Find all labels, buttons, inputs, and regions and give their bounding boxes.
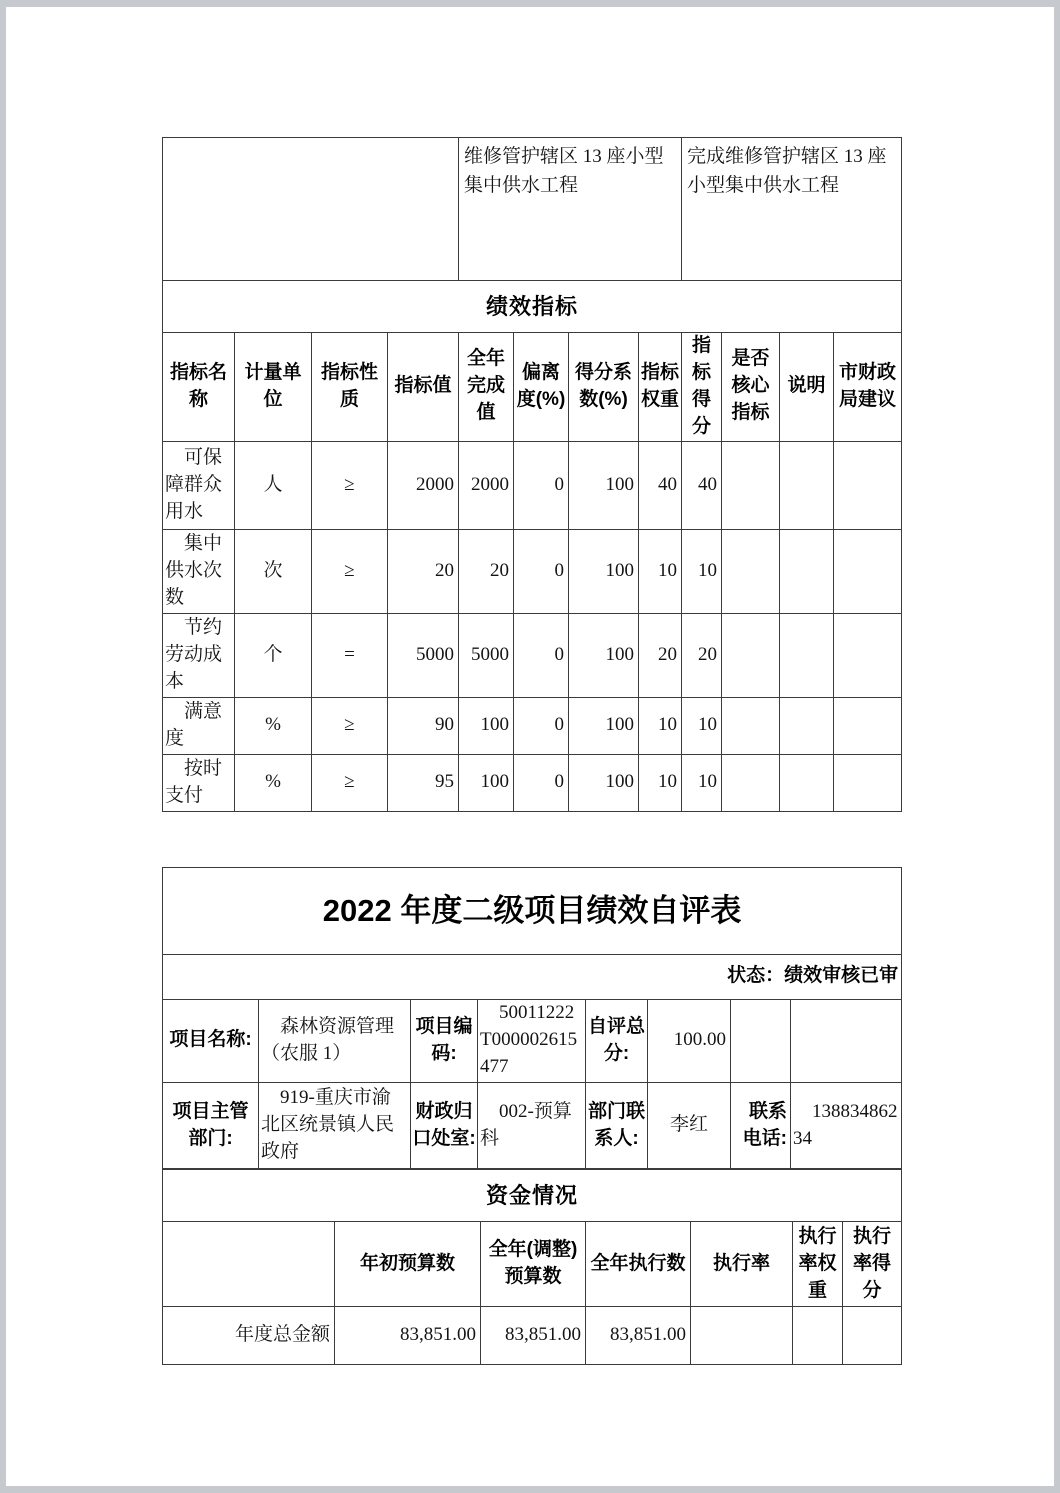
self-score-label: 自评总分: xyxy=(586,999,648,1082)
col-header-nature: 指标性质 xyxy=(312,333,388,442)
funding-section-title: 资金情况 xyxy=(163,1169,902,1222)
col-header-coefficient: 得分系数(%) xyxy=(569,333,639,442)
indicator-suggestion xyxy=(834,697,902,754)
indicator-weight: 10 xyxy=(639,697,682,754)
dept-value: 919-重庆市渝北区统景镇人民政府 xyxy=(259,1082,411,1169)
project-name-value: 森林资源管理（农服 1） xyxy=(259,999,411,1082)
col-header-executed: 全年执行数 xyxy=(586,1222,691,1307)
indicator-core xyxy=(722,529,780,613)
indicator-unit: % xyxy=(235,754,312,811)
indicator-name: 按时支付 xyxy=(163,754,235,811)
funding-section-row xyxy=(163,1169,902,1222)
table-title: 2022 年度二级项目绩效自评表 xyxy=(163,867,902,954)
col-header-adjusted-budget: 全年(调整)预算数 xyxy=(481,1222,586,1307)
self-evaluation-table xyxy=(162,867,902,1170)
indicator-nature: = xyxy=(312,613,388,697)
dept-label: 项目主管部门: xyxy=(163,1082,259,1169)
col-header-initial-budget: 年初预算数 xyxy=(335,1222,481,1307)
project-code-label: 项目编码: xyxy=(411,999,478,1082)
funding-initial-value: 83,851.00 xyxy=(335,1307,481,1365)
funding-rate-score-value xyxy=(843,1307,902,1365)
indicator-suggestion xyxy=(834,613,902,697)
col-header-core: 是否核心指标 xyxy=(722,333,780,442)
indicator-core xyxy=(722,754,780,811)
indicator-completed: 20 xyxy=(459,529,514,613)
funding-data-row xyxy=(163,1307,902,1365)
indicator-score: 10 xyxy=(682,529,722,613)
indicator-core xyxy=(722,613,780,697)
indicator-unit: 人 xyxy=(235,441,312,529)
carryover-completion-cell: 完成维修管护辖区 13 座小型集中供水工程 xyxy=(682,138,902,281)
indicators-section-title: 绩效指标 xyxy=(163,281,902,333)
col-header-weight: 指标权重 xyxy=(639,333,682,442)
status-row xyxy=(163,954,902,999)
project-name-label: 项目名称: xyxy=(163,999,259,1082)
col-header-target: 指标值 xyxy=(388,333,459,442)
indicator-nature: ≥ xyxy=(312,697,388,754)
table-title-row xyxy=(163,867,902,954)
indicator-completed: 100 xyxy=(459,697,514,754)
col-header-rate-weight: 执行率权重 xyxy=(793,1222,843,1307)
col-header-indicator-name: 指标名称 xyxy=(163,333,235,442)
indicator-note xyxy=(780,697,834,754)
page-content xyxy=(162,137,901,1365)
self-score-value: 100.00 xyxy=(648,999,731,1082)
indicators-header-row xyxy=(163,333,902,442)
indicator-name: 满意度 xyxy=(163,697,235,754)
indicator-nature: ≥ xyxy=(312,529,388,613)
indicator-name: 集中供水次数 xyxy=(163,529,235,613)
indicator-target: 95 xyxy=(388,754,459,811)
indicator-score: 40 xyxy=(682,441,722,529)
funding-adjusted-value: 83,851.00 xyxy=(481,1307,586,1365)
phone-label: 联系电话: xyxy=(731,1082,791,1169)
carryover-row xyxy=(163,138,902,281)
indicator-unit: % xyxy=(235,697,312,754)
indicator-weight: 20 xyxy=(639,613,682,697)
funding-header-row xyxy=(163,1222,902,1307)
contact-value: 李红 xyxy=(648,1082,731,1169)
indicator-nature: ≥ xyxy=(312,754,388,811)
indicator-suggestion xyxy=(834,529,902,613)
indicator-suggestion xyxy=(834,441,902,529)
indicator-deviation: 0 xyxy=(514,754,569,811)
indicator-deviation: 0 xyxy=(514,529,569,613)
indicators-section-row xyxy=(163,281,902,333)
finance-office-value: 002-预算科 xyxy=(478,1082,586,1169)
funding-table xyxy=(162,1168,902,1365)
indicator-weight: 10 xyxy=(639,529,682,613)
col-header-suggestion: 市财政局建议 xyxy=(834,333,902,442)
indicator-target: 90 xyxy=(388,697,459,754)
indicator-row xyxy=(163,613,902,697)
phone-value: 13883486234 xyxy=(791,1082,902,1169)
indicator-note xyxy=(780,441,834,529)
indicator-weight: 40 xyxy=(639,441,682,529)
indicator-coefficient: 100 xyxy=(569,754,639,811)
project-code-value: 50011222T000002615477 xyxy=(478,999,586,1082)
info-blank-cell xyxy=(731,999,791,1082)
indicator-completed: 2000 xyxy=(459,441,514,529)
indicator-score: 10 xyxy=(682,697,722,754)
col-header-note: 说明 xyxy=(780,333,834,442)
project-info-row-2 xyxy=(163,1082,902,1169)
indicator-core xyxy=(722,441,780,529)
indicator-deviation: 0 xyxy=(514,613,569,697)
contact-label: 部门联系人: xyxy=(586,1082,648,1169)
col-header-completed: 全年完成值 xyxy=(459,333,514,442)
indicator-note xyxy=(780,613,834,697)
col-header-execution-rate: 执行率 xyxy=(691,1222,793,1307)
document-page xyxy=(6,7,1054,1486)
status-text: 状态：绩效审核已审 xyxy=(163,954,902,999)
funding-executed-value: 83,851.00 xyxy=(586,1307,691,1365)
indicator-row xyxy=(163,441,902,529)
indicator-completed: 100 xyxy=(459,754,514,811)
indicator-note xyxy=(780,754,834,811)
indicator-row xyxy=(163,754,902,811)
funding-row-label: 年度总金额 xyxy=(163,1307,335,1365)
indicator-name: 可保障群众用水 xyxy=(163,441,235,529)
indicator-note xyxy=(780,529,834,613)
carryover-target-cell: 维修管护辖区 13 座小型集中供水工程 xyxy=(459,138,682,281)
indicator-score: 10 xyxy=(682,754,722,811)
finance-office-label: 财政归口处室: xyxy=(411,1082,478,1169)
indicator-nature: ≥ xyxy=(312,441,388,529)
col-header-rate-score: 执行率得分 xyxy=(843,1222,902,1307)
indicator-deviation: 0 xyxy=(514,697,569,754)
indicator-unit: 个 xyxy=(235,613,312,697)
col-header-unit: 计量单位 xyxy=(235,333,312,442)
funding-rate-value xyxy=(691,1307,793,1365)
indicator-completed: 5000 xyxy=(459,613,514,697)
indicator-weight: 10 xyxy=(639,754,682,811)
performance-indicators-table xyxy=(162,137,902,812)
indicator-coefficient: 100 xyxy=(569,441,639,529)
info-blank-cell xyxy=(791,999,902,1082)
indicator-target: 5000 xyxy=(388,613,459,697)
col-header-blank xyxy=(163,1222,335,1307)
indicator-target: 20 xyxy=(388,529,459,613)
indicator-score: 20 xyxy=(682,613,722,697)
indicator-core xyxy=(722,697,780,754)
funding-rate-weight-value xyxy=(793,1307,843,1365)
indicator-row xyxy=(163,697,902,754)
indicator-deviation: 0 xyxy=(514,441,569,529)
indicator-suggestion xyxy=(834,754,902,811)
project-info-row-1 xyxy=(163,999,902,1082)
indicator-unit: 次 xyxy=(235,529,312,613)
carryover-empty-cell xyxy=(163,138,459,281)
col-header-deviation: 偏离度(%) xyxy=(514,333,569,442)
indicator-row xyxy=(163,529,902,613)
indicator-coefficient: 100 xyxy=(569,697,639,754)
indicator-coefficient: 100 xyxy=(569,613,639,697)
indicator-name: 节约劳动成本 xyxy=(163,613,235,697)
col-header-score: 指标得分 xyxy=(682,333,722,442)
indicator-target: 2000 xyxy=(388,441,459,529)
indicator-coefficient: 100 xyxy=(569,529,639,613)
